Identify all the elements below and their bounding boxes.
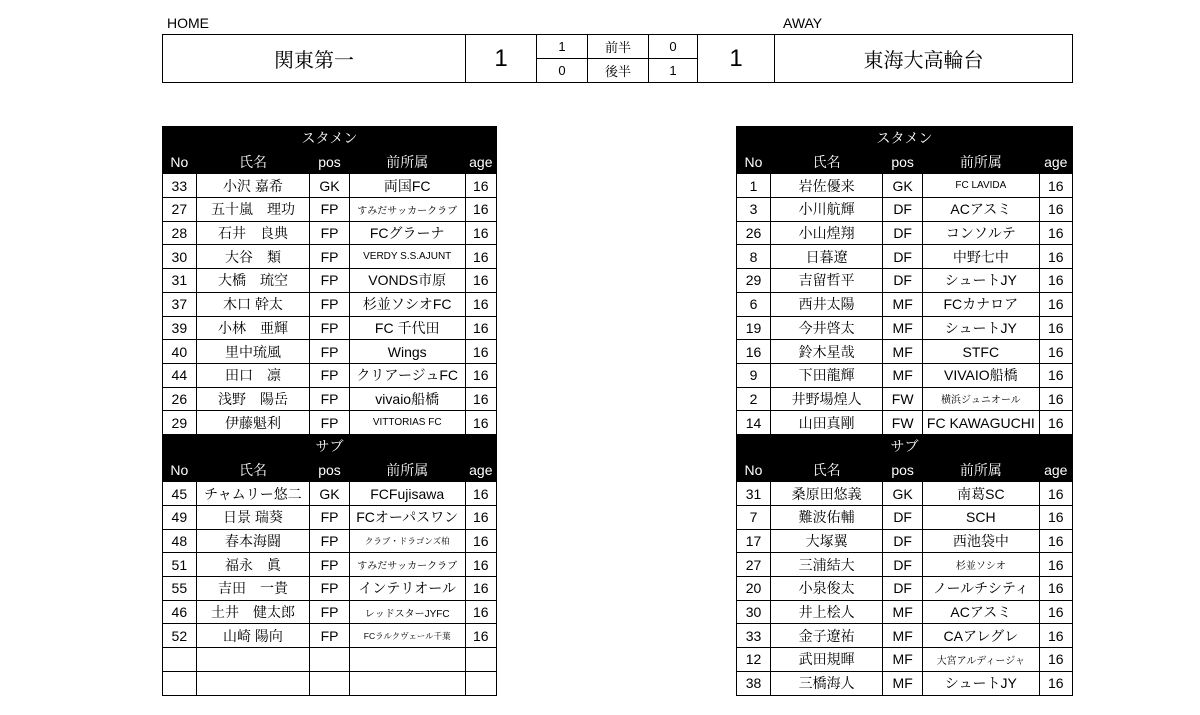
table-row bbox=[737, 648, 1073, 672]
player-previous-club-cell: ノールチシティ bbox=[923, 577, 1039, 601]
player-position-cell: DF bbox=[883, 529, 923, 553]
table-row bbox=[163, 529, 497, 553]
player-position-cell: MF bbox=[883, 292, 923, 316]
player-previous-club-cell: FCカナロア bbox=[923, 292, 1039, 316]
away-column-header-age: age bbox=[1039, 458, 1072, 482]
first-half-label: 前半 bbox=[588, 35, 649, 59]
home-subs-section-title: サブ bbox=[163, 434, 497, 458]
player-number-cell: 17 bbox=[737, 529, 771, 553]
player-number-cell: 28 bbox=[163, 221, 197, 245]
away-column-header-position: pos bbox=[883, 150, 923, 174]
player-number-cell: 27 bbox=[737, 553, 771, 577]
player-number-cell: 38 bbox=[737, 671, 771, 695]
player-position-cell: DF bbox=[883, 269, 923, 293]
player-previous-club-cell: FC LAVIDA bbox=[923, 174, 1039, 198]
player-name-cell: 里中琉風 bbox=[196, 340, 310, 364]
player-number-cell: 49 bbox=[163, 506, 197, 530]
away-column-header-name: 氏名 bbox=[770, 458, 882, 482]
player-position-cell: FP bbox=[310, 529, 350, 553]
player-age-cell: 16 bbox=[465, 363, 496, 387]
table-row bbox=[163, 316, 497, 340]
table-row bbox=[163, 482, 497, 506]
player-position-cell bbox=[310, 648, 350, 672]
table-row bbox=[163, 245, 497, 269]
player-previous-club-cell: VITTORIAS FC bbox=[349, 411, 465, 435]
home-column-header-number: No bbox=[163, 150, 197, 174]
player-position-cell: DF bbox=[883, 221, 923, 245]
table-row bbox=[163, 411, 497, 435]
player-name-cell: 山崎 陽向 bbox=[196, 624, 310, 648]
player-number-cell: 40 bbox=[163, 340, 197, 364]
player-name-cell: 井上桧人 bbox=[770, 600, 882, 624]
player-age-cell: 16 bbox=[1039, 221, 1072, 245]
player-name-cell: 武田規暉 bbox=[770, 648, 882, 672]
player-number-cell: 44 bbox=[163, 363, 197, 387]
player-position-cell: DF bbox=[883, 245, 923, 269]
player-name-cell: 西井太陽 bbox=[770, 292, 882, 316]
player-previous-club-cell: FC KAWAGUCHI bbox=[923, 411, 1039, 435]
player-age-cell: 16 bbox=[1039, 411, 1072, 435]
player-position-cell: DF bbox=[883, 198, 923, 222]
player-age-cell: 16 bbox=[1039, 269, 1072, 293]
player-previous-club-cell: すみだサッカークラブ bbox=[349, 198, 465, 222]
player-position-cell: MF bbox=[883, 648, 923, 672]
away-column-header-number: No bbox=[737, 458, 771, 482]
table-row bbox=[737, 269, 1073, 293]
home-total-score: 1 bbox=[466, 35, 537, 83]
player-name-cell: 小沢 嘉希 bbox=[196, 174, 310, 198]
player-age-cell: 16 bbox=[1039, 363, 1072, 387]
player-name-cell: 難波佑輔 bbox=[770, 506, 882, 530]
player-number-cell: 3 bbox=[737, 198, 771, 222]
player-age-cell: 16 bbox=[1039, 600, 1072, 624]
player-previous-club-cell: すみだサッカークラブ bbox=[349, 553, 465, 577]
home-column-header-number: No bbox=[163, 458, 197, 482]
player-previous-club-cell bbox=[349, 671, 465, 695]
away-column-header-number: No bbox=[737, 150, 771, 174]
player-name-cell: 福永 眞 bbox=[196, 553, 310, 577]
player-previous-club-cell: ACアスミ bbox=[923, 198, 1039, 222]
player-name-cell: 吉留哲平 bbox=[770, 269, 882, 293]
player-position-cell: DF bbox=[883, 577, 923, 601]
player-age-cell: 16 bbox=[1039, 340, 1072, 364]
player-age-cell: 16 bbox=[465, 174, 496, 198]
player-position-cell: GK bbox=[883, 174, 923, 198]
home-column-header-previous-club: 前所属 bbox=[349, 150, 465, 174]
away-first-half-score: 0 bbox=[649, 35, 698, 59]
home-column-header-position: pos bbox=[310, 150, 350, 174]
player-name-cell: 金子遼祐 bbox=[770, 624, 882, 648]
home-starters-section-title: スタメン bbox=[163, 127, 497, 151]
player-name-cell: 浅野 陽岳 bbox=[196, 387, 310, 411]
player-number-cell: 8 bbox=[737, 245, 771, 269]
player-position-cell: FP bbox=[310, 506, 350, 530]
player-position-cell: MF bbox=[883, 363, 923, 387]
scoreboard bbox=[162, 34, 1073, 83]
player-number-cell: 26 bbox=[737, 221, 771, 245]
player-position-cell: FP bbox=[310, 553, 350, 577]
table-row bbox=[737, 553, 1073, 577]
player-previous-club-cell: コンソルテ bbox=[923, 221, 1039, 245]
table-row bbox=[163, 671, 497, 695]
player-number-cell: 33 bbox=[737, 624, 771, 648]
player-previous-club-cell: シュートJY bbox=[923, 671, 1039, 695]
player-age-cell: 16 bbox=[1039, 198, 1072, 222]
player-previous-club-cell: 両国FC bbox=[349, 174, 465, 198]
player-number-cell: 31 bbox=[163, 269, 197, 293]
table-row bbox=[163, 648, 497, 672]
table-row bbox=[163, 292, 497, 316]
table-row bbox=[163, 577, 497, 601]
player-previous-club-cell: 大宮アルディージャ bbox=[923, 648, 1039, 672]
home-column-header-age: age bbox=[465, 458, 496, 482]
table-row bbox=[737, 340, 1073, 364]
player-age-cell: 16 bbox=[465, 553, 496, 577]
table-row bbox=[737, 529, 1073, 553]
player-name-cell: 小川航輝 bbox=[770, 198, 882, 222]
table-row bbox=[163, 269, 497, 293]
player-age-cell: 16 bbox=[1039, 624, 1072, 648]
player-previous-club-cell: FCグラーナ bbox=[349, 221, 465, 245]
player-name-cell: 五十嵐 理功 bbox=[196, 198, 310, 222]
player-age-cell: 16 bbox=[465, 411, 496, 435]
home-column-header-age: age bbox=[465, 150, 496, 174]
player-position-cell: DF bbox=[883, 553, 923, 577]
player-number-cell: 45 bbox=[163, 482, 197, 506]
table-row bbox=[737, 316, 1073, 340]
table-row bbox=[163, 363, 497, 387]
player-number-cell: 14 bbox=[737, 411, 771, 435]
player-age-cell: 16 bbox=[1039, 553, 1072, 577]
away-roster-table bbox=[736, 126, 1073, 696]
away-column-header-previous-club: 前所属 bbox=[923, 458, 1039, 482]
player-number-cell: 20 bbox=[737, 577, 771, 601]
player-name-cell: 井野場煌人 bbox=[770, 387, 882, 411]
player-previous-club-cell: FC 千代田 bbox=[349, 316, 465, 340]
away-total-score: 1 bbox=[698, 35, 775, 83]
player-number-cell: 30 bbox=[163, 245, 197, 269]
player-age-cell: 16 bbox=[1039, 482, 1072, 506]
player-name-cell: 小泉俊太 bbox=[770, 577, 882, 601]
player-name-cell: 岩佐優来 bbox=[770, 174, 882, 198]
home-column-header-name: 氏名 bbox=[196, 458, 310, 482]
player-age-cell: 16 bbox=[1039, 506, 1072, 530]
player-number-cell: 26 bbox=[163, 387, 197, 411]
table-row bbox=[737, 411, 1073, 435]
player-name-cell: 小林 亜輝 bbox=[196, 316, 310, 340]
player-number-cell: 31 bbox=[737, 482, 771, 506]
home-first-half-score: 1 bbox=[537, 35, 588, 59]
player-age-cell: 16 bbox=[465, 198, 496, 222]
player-number-cell: 19 bbox=[737, 316, 771, 340]
player-number-cell: 6 bbox=[737, 292, 771, 316]
player-age-cell: 16 bbox=[1039, 671, 1072, 695]
table-row bbox=[737, 292, 1073, 316]
player-age-cell: 16 bbox=[1039, 529, 1072, 553]
player-age-cell: 16 bbox=[465, 529, 496, 553]
player-age-cell: 16 bbox=[1039, 648, 1072, 672]
player-number-cell: 2 bbox=[737, 387, 771, 411]
home-second-half-score: 0 bbox=[537, 59, 588, 83]
player-name-cell bbox=[196, 671, 310, 695]
player-age-cell: 16 bbox=[1039, 292, 1072, 316]
home-column-header-previous-club: 前所属 bbox=[349, 458, 465, 482]
player-age-cell: 16 bbox=[465, 316, 496, 340]
player-name-cell: 桑原田悠義 bbox=[770, 482, 882, 506]
player-number-cell: 7 bbox=[737, 506, 771, 530]
player-name-cell: 今井啓太 bbox=[770, 316, 882, 340]
table-row bbox=[163, 221, 497, 245]
home-roster-table bbox=[162, 126, 497, 696]
player-position-cell: FP bbox=[310, 624, 350, 648]
player-name-cell: 日景 瑞葵 bbox=[196, 506, 310, 530]
player-previous-club-cell: 杉並ソシオ bbox=[923, 553, 1039, 577]
player-previous-club-cell: インテリオール bbox=[349, 577, 465, 601]
player-name-cell: 田口 凛 bbox=[196, 363, 310, 387]
player-number-cell: 33 bbox=[163, 174, 197, 198]
player-position-cell: FP bbox=[310, 316, 350, 340]
player-previous-club-cell: 中野七中 bbox=[923, 245, 1039, 269]
away-second-half-score: 1 bbox=[649, 59, 698, 83]
player-number-cell: 52 bbox=[163, 624, 197, 648]
player-previous-club-cell: VONDS市原 bbox=[349, 269, 465, 293]
player-number-cell: 29 bbox=[737, 269, 771, 293]
player-age-cell: 16 bbox=[1039, 387, 1072, 411]
player-age-cell: 16 bbox=[1039, 577, 1072, 601]
player-number-cell: 9 bbox=[737, 363, 771, 387]
player-name-cell: 木口 幹太 bbox=[196, 292, 310, 316]
player-position-cell: MF bbox=[883, 600, 923, 624]
player-number-cell: 12 bbox=[737, 648, 771, 672]
player-age-cell: 16 bbox=[465, 624, 496, 648]
player-position-cell: GK bbox=[883, 482, 923, 506]
table-row bbox=[163, 506, 497, 530]
player-number-cell: 37 bbox=[163, 292, 197, 316]
player-age-cell bbox=[465, 648, 496, 672]
player-previous-club-cell: クラブ・ドラゴンズ柏 bbox=[349, 529, 465, 553]
player-number-cell: 27 bbox=[163, 198, 197, 222]
away-label: AWAY bbox=[783, 15, 823, 31]
player-age-cell: 16 bbox=[1039, 245, 1072, 269]
player-name-cell: 小山煌翔 bbox=[770, 221, 882, 245]
player-name-cell: 三橋海人 bbox=[770, 671, 882, 695]
player-name-cell: 大谷 類 bbox=[196, 245, 310, 269]
player-number-cell: 16 bbox=[737, 340, 771, 364]
player-previous-club-cell: FCラルクヴェール千葉 bbox=[349, 624, 465, 648]
player-number-cell: 29 bbox=[163, 411, 197, 435]
player-previous-club-cell bbox=[349, 648, 465, 672]
table-row bbox=[737, 245, 1073, 269]
player-previous-club-cell: STFC bbox=[923, 340, 1039, 364]
player-position-cell: MF bbox=[883, 624, 923, 648]
table-row bbox=[163, 624, 497, 648]
table-row bbox=[737, 506, 1073, 530]
second-half-label: 後半 bbox=[588, 59, 649, 83]
away-starters-section-title: スタメン bbox=[737, 127, 1073, 151]
player-name-cell: 土井 健太郎 bbox=[196, 600, 310, 624]
player-position-cell: GK bbox=[310, 174, 350, 198]
player-number-cell: 46 bbox=[163, 600, 197, 624]
player-position-cell: FP bbox=[310, 269, 350, 293]
player-age-cell: 16 bbox=[465, 482, 496, 506]
player-previous-club-cell: FCFujisawa bbox=[349, 482, 465, 506]
player-previous-club-cell: シュートJY bbox=[923, 269, 1039, 293]
away-column-header-position: pos bbox=[883, 458, 923, 482]
player-number-cell: 48 bbox=[163, 529, 197, 553]
player-previous-club-cell: VIVAIO船橋 bbox=[923, 363, 1039, 387]
player-number-cell bbox=[163, 671, 197, 695]
player-position-cell: FP bbox=[310, 221, 350, 245]
player-name-cell: 吉田 一貴 bbox=[196, 577, 310, 601]
player-name-cell: 日暮遼 bbox=[770, 245, 882, 269]
player-previous-club-cell: レッドスターJYFC bbox=[349, 600, 465, 624]
home-column-header-name: 氏名 bbox=[196, 150, 310, 174]
player-age-cell: 16 bbox=[465, 292, 496, 316]
player-previous-club-cell: vivaio船橋 bbox=[349, 387, 465, 411]
player-position-cell: FP bbox=[310, 245, 350, 269]
table-row bbox=[163, 174, 497, 198]
table-row bbox=[737, 600, 1073, 624]
player-previous-club-cell: 横浜ジュニオール bbox=[923, 387, 1039, 411]
player-previous-club-cell: ACアスミ bbox=[923, 600, 1039, 624]
player-name-cell: チャムリー悠二 bbox=[196, 482, 310, 506]
table-row bbox=[163, 553, 497, 577]
table-row bbox=[163, 387, 497, 411]
player-age-cell: 16 bbox=[1039, 316, 1072, 340]
player-previous-club-cell: 杉並ソシオFC bbox=[349, 292, 465, 316]
player-name-cell bbox=[196, 648, 310, 672]
away-column-header-previous-club: 前所属 bbox=[923, 150, 1039, 174]
player-name-cell: 伊藤魁利 bbox=[196, 411, 310, 435]
player-age-cell bbox=[465, 671, 496, 695]
player-previous-club-cell: CAアレグレ bbox=[923, 624, 1039, 648]
player-position-cell: FW bbox=[883, 387, 923, 411]
player-previous-club-cell: クリアージュFC bbox=[349, 363, 465, 387]
away-team-name: 東海大高輪台 bbox=[775, 35, 1073, 83]
player-name-cell: 山田真剛 bbox=[770, 411, 882, 435]
player-position-cell: FP bbox=[310, 411, 350, 435]
table-row bbox=[737, 198, 1073, 222]
player-age-cell: 16 bbox=[465, 269, 496, 293]
player-name-cell: 大塚翼 bbox=[770, 529, 882, 553]
player-position-cell: DF bbox=[883, 506, 923, 530]
player-age-cell: 16 bbox=[465, 245, 496, 269]
player-position-cell: FP bbox=[310, 387, 350, 411]
player-position-cell: MF bbox=[883, 340, 923, 364]
player-position-cell: FP bbox=[310, 340, 350, 364]
player-previous-club-cell: 南葛SC bbox=[923, 482, 1039, 506]
player-age-cell: 16 bbox=[465, 577, 496, 601]
player-previous-club-cell: Wings bbox=[349, 340, 465, 364]
table-row bbox=[163, 340, 497, 364]
player-number-cell: 51 bbox=[163, 553, 197, 577]
table-row bbox=[737, 482, 1073, 506]
player-age-cell: 16 bbox=[465, 387, 496, 411]
player-position-cell: FW bbox=[883, 411, 923, 435]
player-position-cell bbox=[310, 671, 350, 695]
player-position-cell: FP bbox=[310, 577, 350, 601]
player-number-cell: 1 bbox=[737, 174, 771, 198]
player-age-cell: 16 bbox=[465, 340, 496, 364]
home-team-name: 関東第一 bbox=[163, 35, 466, 83]
player-number-cell bbox=[163, 648, 197, 672]
player-age-cell: 16 bbox=[1039, 174, 1072, 198]
table-row bbox=[737, 577, 1073, 601]
player-name-cell: 春本海闘 bbox=[196, 529, 310, 553]
player-age-cell: 16 bbox=[465, 600, 496, 624]
away-column-header-name: 氏名 bbox=[770, 150, 882, 174]
player-age-cell: 16 bbox=[465, 221, 496, 245]
table-row bbox=[737, 363, 1073, 387]
player-position-cell: FP bbox=[310, 198, 350, 222]
player-position-cell: MF bbox=[883, 671, 923, 695]
table-row bbox=[737, 174, 1073, 198]
away-column-header-age: age bbox=[1039, 150, 1072, 174]
player-position-cell: MF bbox=[883, 316, 923, 340]
table-row bbox=[163, 600, 497, 624]
player-name-cell: 大橋 琉空 bbox=[196, 269, 310, 293]
home-column-header-position: pos bbox=[310, 458, 350, 482]
player-age-cell: 16 bbox=[465, 506, 496, 530]
table-row bbox=[737, 387, 1073, 411]
player-position-cell: FP bbox=[310, 292, 350, 316]
player-position-cell: FP bbox=[310, 600, 350, 624]
home-label: HOME bbox=[167, 15, 209, 31]
player-previous-club-cell: VERDY S.S.AJUNT bbox=[349, 245, 465, 269]
table-row bbox=[737, 671, 1073, 695]
table-row bbox=[737, 624, 1073, 648]
player-previous-club-cell: SCH bbox=[923, 506, 1039, 530]
player-name-cell: 鈴木星哉 bbox=[770, 340, 882, 364]
player-number-cell: 39 bbox=[163, 316, 197, 340]
player-previous-club-cell: シュートJY bbox=[923, 316, 1039, 340]
player-name-cell: 下田龍輝 bbox=[770, 363, 882, 387]
player-number-cell: 55 bbox=[163, 577, 197, 601]
table-row bbox=[737, 221, 1073, 245]
player-previous-club-cell: FCオーパスワン bbox=[349, 506, 465, 530]
player-position-cell: FP bbox=[310, 363, 350, 387]
player-position-cell: GK bbox=[310, 482, 350, 506]
away-subs-section-title: サブ bbox=[737, 434, 1073, 458]
player-name-cell: 石井 良典 bbox=[196, 221, 310, 245]
player-previous-club-cell: 西池袋中 bbox=[923, 529, 1039, 553]
table-row bbox=[163, 198, 497, 222]
player-name-cell: 三浦結大 bbox=[770, 553, 882, 577]
player-number-cell: 30 bbox=[737, 600, 771, 624]
